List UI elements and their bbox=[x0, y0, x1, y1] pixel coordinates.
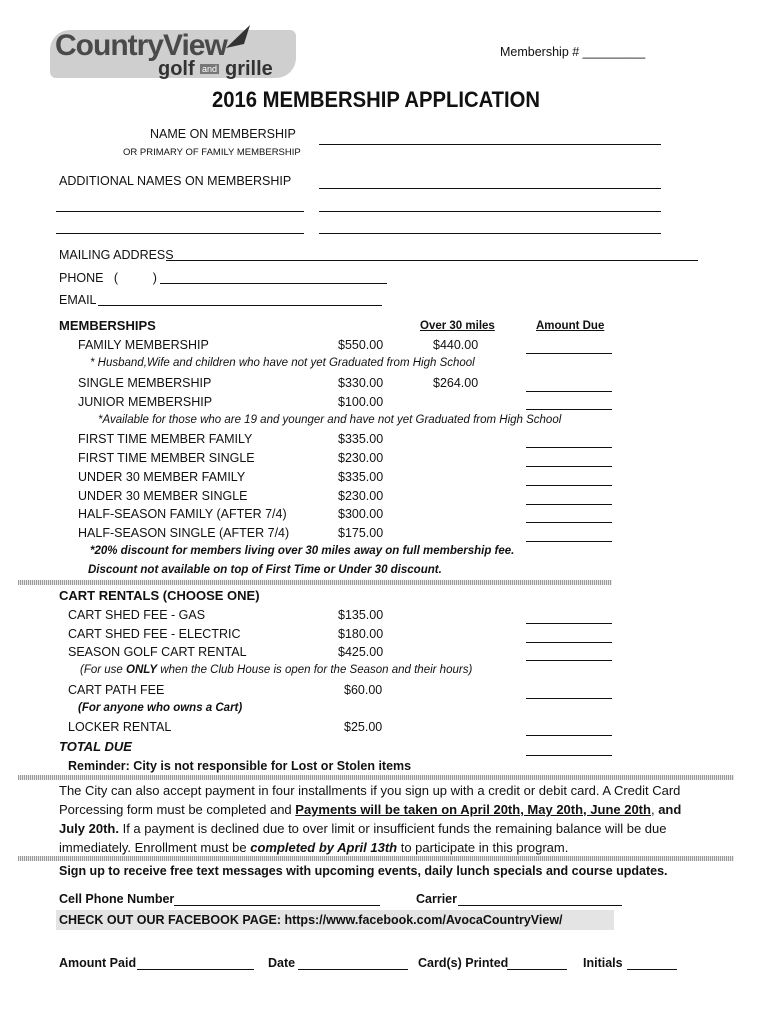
cards-printed-field[interactable] bbox=[507, 969, 567, 970]
payment-paragraph: The City can also accept payment in four installments if you sign up with a credit or debit card. A Credit Card Porcessing form must be completed and Payments will be taken on April 20th, May 20th, June 20th, and July 20th. If a payment is declined due to over limit or insufficient funds the remaining balance will be due immediately. Enrollment must be completed by April 13th to participate in this program. bbox=[59, 783, 682, 855]
cart-label: CART SHED FEE - GAS bbox=[68, 608, 206, 622]
membership-price: $335.00 bbox=[338, 470, 384, 484]
date-field[interactable] bbox=[298, 969, 408, 970]
cart-rentals-heading: CART RENTALS (CHOOSE ONE) bbox=[59, 588, 260, 603]
phone-field[interactable] bbox=[160, 283, 387, 284]
section-divider bbox=[18, 856, 734, 861]
cell-phone-field[interactable] bbox=[174, 905, 380, 906]
membership-price: $335.00 bbox=[338, 432, 384, 446]
logo-brand: CountryView bbox=[55, 29, 227, 62]
membership-label: FAMILY MEMBERSHIP bbox=[78, 338, 209, 352]
cards-printed-label: Card(s) Printed bbox=[418, 956, 509, 970]
amount-due-field[interactable] bbox=[526, 698, 612, 699]
amount-due-field[interactable] bbox=[526, 466, 612, 467]
membership-price: $175.00 bbox=[338, 526, 384, 540]
membership-price: $300.00 bbox=[338, 507, 384, 521]
initials-label: Initials bbox=[583, 956, 623, 970]
total-due-label: TOTAL DUE bbox=[59, 739, 132, 754]
cart-label: LOCKER RENTAL bbox=[68, 720, 172, 734]
membership-price: $230.00 bbox=[338, 451, 384, 465]
membership-price: $330.00 bbox=[338, 376, 384, 390]
additional-name-field-4[interactable] bbox=[56, 233, 304, 234]
section-divider bbox=[18, 775, 734, 780]
amount-due-field[interactable] bbox=[526, 541, 612, 542]
amount-due-field[interactable] bbox=[526, 623, 612, 624]
discount-note-1: *20% discount for members living over 30 miles away on full membership fee. bbox=[90, 545, 515, 557]
additional-name-field-3[interactable] bbox=[319, 211, 661, 212]
name-sub-label: OR PRIMARY OF FAMILY MEMBERSHIP bbox=[123, 147, 301, 158]
cart-price: $135.00 bbox=[338, 608, 384, 622]
membership-price: $230.00 bbox=[338, 489, 384, 503]
membership-label: FIRST TIME MEMBER FAMILY bbox=[78, 432, 253, 446]
page-title: 2016 MEMBERSHIP APPLICATION bbox=[212, 87, 541, 112]
carrier-label: Carrier bbox=[416, 892, 457, 906]
mailing-address-field[interactable] bbox=[166, 260, 698, 261]
membership-label: UNDER 30 MEMBER FAMILY bbox=[78, 470, 246, 484]
membership-label: SINGLE MEMBERSHIP bbox=[78, 376, 212, 390]
additional-name-field-1[interactable] bbox=[319, 188, 661, 189]
memberships-heading: MEMBERSHIPS bbox=[59, 318, 156, 333]
cart-price: $425.00 bbox=[338, 645, 384, 659]
cart-label: CART SHED FEE - ELECTRIC bbox=[68, 627, 241, 641]
membership-label: HALF-SEASON FAMILY (AFTER 7/4) bbox=[78, 507, 287, 521]
logo-sub-left: golf bbox=[158, 58, 195, 80]
membership-label: JUNIOR MEMBERSHIP bbox=[78, 395, 213, 409]
facebook-text[interactable]: CHECK OUT OUR FACEBOOK PAGE: https://www.facebook.com/AvocaCountryView/ bbox=[59, 913, 563, 927]
over-30-miles-header: Over 30 miles bbox=[420, 320, 495, 332]
cart-price: $180.00 bbox=[338, 627, 384, 641]
email-field[interactable] bbox=[98, 305, 382, 306]
amount-due-field[interactable] bbox=[526, 447, 612, 448]
amount-due-field[interactable] bbox=[526, 409, 612, 410]
carrier-field[interactable] bbox=[458, 905, 622, 906]
membership-label: HALF-SEASON SINGLE (AFTER 7/4) bbox=[78, 526, 290, 540]
reminder-text: Reminder: City is not responsible for Lost or Stolen items bbox=[68, 759, 412, 773]
amount-due-field[interactable] bbox=[526, 522, 612, 523]
membership-price: $100.00 bbox=[338, 395, 384, 409]
initials-field[interactable] bbox=[627, 969, 677, 970]
logo-sub-right: grille bbox=[225, 58, 273, 80]
cart-use-note: (For use ONLY when the Club House is open for the Season and their hours) bbox=[80, 664, 473, 676]
amount-due-field[interactable] bbox=[526, 660, 612, 661]
amount-paid-field[interactable] bbox=[137, 969, 254, 970]
name-field[interactable] bbox=[319, 144, 661, 145]
amount-due-field[interactable] bbox=[526, 353, 612, 354]
mailing-address-label: MAILING ADDRESS bbox=[59, 248, 174, 262]
amount-due-field[interactable] bbox=[526, 504, 612, 505]
signup-text: Sign up to receive free text messages with upcoming events, daily lunch specials and course updates. bbox=[59, 864, 668, 878]
additional-name-field-5[interactable] bbox=[319, 233, 661, 234]
membership-over-price: $440.00 bbox=[433, 338, 479, 352]
email-label: EMAIL bbox=[59, 293, 97, 307]
membership-label: FIRST TIME MEMBER SINGLE bbox=[78, 451, 255, 465]
amount-due-header: Amount Due bbox=[536, 320, 605, 332]
total-due-field[interactable] bbox=[526, 755, 612, 756]
section-divider bbox=[18, 580, 612, 585]
logo-sub-and: and bbox=[202, 64, 218, 74]
date-label: Date bbox=[268, 956, 296, 970]
amount-due-field[interactable] bbox=[526, 642, 612, 643]
cart-price: $60.00 bbox=[344, 683, 383, 697]
cart-owner-note: (For anyone who owns a Cart) bbox=[78, 702, 243, 714]
amount-due-field[interactable] bbox=[526, 391, 612, 392]
amount-due-field[interactable] bbox=[526, 485, 612, 486]
name-on-membership-label: NAME ON MEMBERSHIP bbox=[150, 127, 296, 141]
membership-label: UNDER 30 MEMBER SINGLE bbox=[78, 489, 248, 503]
cart-label: SEASON GOLF CART RENTAL bbox=[68, 645, 247, 659]
amount-paid-label: Amount Paid bbox=[59, 956, 137, 970]
additional-name-field-2[interactable] bbox=[56, 211, 304, 212]
phone-label: PHONE ( ) bbox=[59, 271, 157, 285]
cart-price: $25.00 bbox=[344, 720, 383, 734]
family-note: * Husband,Wife and children who have not yet Graduated from High School bbox=[90, 357, 475, 369]
membership-number-label: Membership # _________ bbox=[500, 45, 646, 59]
junior-note: *Available for those who are 19 and younger and have not yet Graduated from High School bbox=[98, 414, 562, 426]
amount-due-field[interactable] bbox=[526, 735, 612, 736]
additional-names-label: ADDITIONAL NAMES ON MEMBERSHIP bbox=[59, 174, 292, 188]
cell-phone-label: Cell Phone Number bbox=[59, 892, 175, 906]
cart-label: CART PATH FEE bbox=[68, 683, 165, 697]
membership-over-price: $264.00 bbox=[433, 376, 479, 390]
membership-price: $550.00 bbox=[338, 338, 384, 352]
discount-note-2: Discount not available on top of First Time or Under 30 discount. bbox=[88, 564, 442, 576]
